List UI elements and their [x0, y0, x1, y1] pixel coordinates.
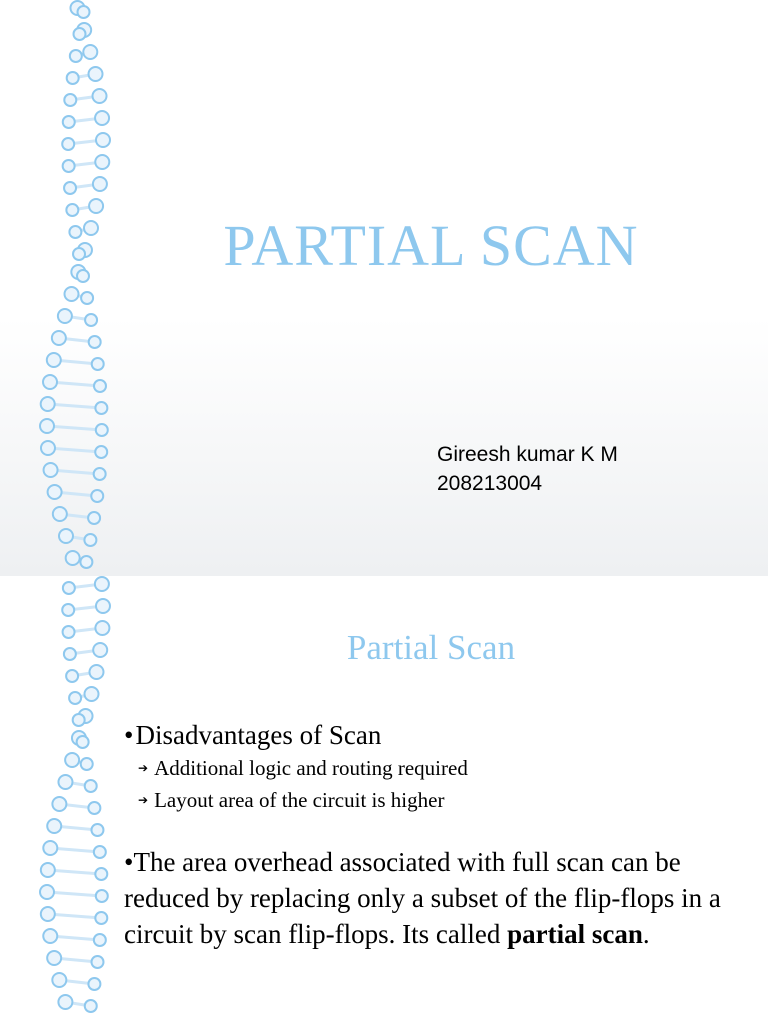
sub-item-text: Layout area of the circuit is higher [154, 788, 445, 812]
bullet-icon: • [124, 847, 134, 877]
bullet-text: Disadvantages of Scan [135, 720, 382, 750]
sub-list [138, 754, 468, 818]
slide-title: Partial Scan [346, 628, 516, 667]
author-id: 208213004 [437, 472, 543, 495]
bold-term: partial scan [507, 919, 643, 949]
content-slide [0, 576, 768, 1024]
arrow-icon: ➔ [138, 761, 149, 775]
bullet-item [124, 844, 739, 952]
author-block [437, 440, 618, 498]
bullet-icon: • [124, 720, 134, 750]
bullet-text: The area overhead associated with full scan can be reduced by replacing only a subset of the flip-flops in a circuit by scan flip-flops. Its called [124, 847, 721, 949]
arrow-icon: ➔ [138, 793, 149, 807]
slide-title: PARTIAL SCAN [223, 213, 639, 278]
sub-item-text: Additional logic and routing required [154, 756, 468, 780]
sub-item [138, 754, 468, 786]
dna-strand-icon [0, 0, 140, 576]
sub-item [138, 786, 468, 818]
bullet-end: . [642, 919, 650, 949]
bullet-item [124, 720, 744, 751]
author-name: Gireesh kumar K M [437, 443, 618, 466]
